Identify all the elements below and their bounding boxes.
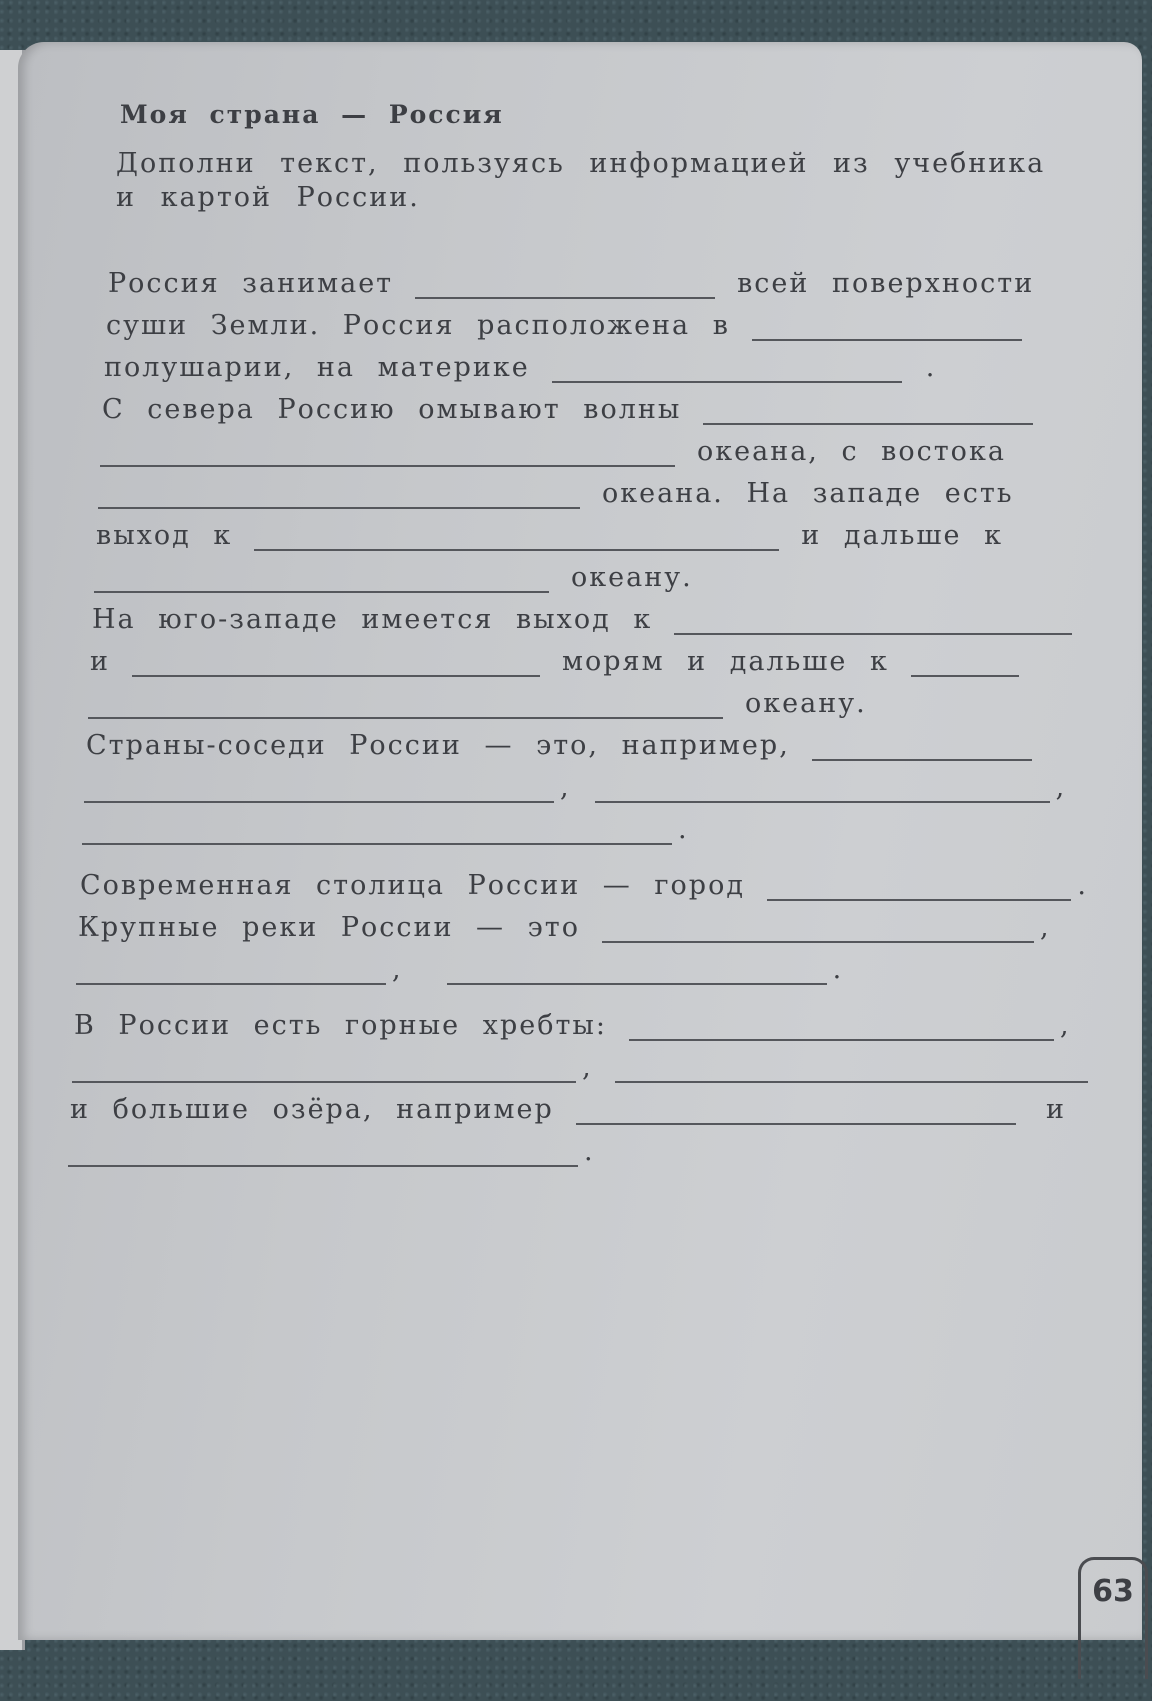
line-15: Современная столица России — город . xyxy=(80,870,1088,901)
line-3: полушарии, на материке . xyxy=(104,352,937,383)
line-6: океана. На западе есть xyxy=(68,467,1088,509)
blank-mountain-1[interactable] xyxy=(629,1009,1054,1041)
exercise-instruction: Дополни текст, пользуясь информацией из учебника и картой России. xyxy=(116,148,1046,213)
blank-mountain-3[interactable] xyxy=(615,1051,1088,1083)
blank-southwest-ocean-2[interactable] xyxy=(88,687,723,719)
blank-river-3[interactable] xyxy=(447,953,827,985)
blank-southwest-ocean-1[interactable] xyxy=(911,645,1019,677)
line-14: . xyxy=(68,803,1088,845)
line-5: океана, с востока xyxy=(68,425,1088,467)
page-number: 63 xyxy=(1078,1557,1148,1679)
line-11: океану. xyxy=(68,677,1088,719)
line-19: , xyxy=(68,1041,1088,1083)
line-7: выход к и дальше к xyxy=(96,520,1003,551)
blank-river-2[interactable] xyxy=(76,953,386,985)
blank-southwest-sea-1[interactable] xyxy=(674,603,1072,635)
blank-east-ocean[interactable] xyxy=(98,477,580,509)
line-9: На юго-западе имеется выход к xyxy=(68,593,1088,635)
line-18: В России есть горные хребты: , xyxy=(74,1010,1071,1041)
workbook-page xyxy=(18,42,1142,1640)
exercise-title: Моя страна — Россия xyxy=(120,100,504,129)
blank-west-ocean[interactable] xyxy=(94,561,549,593)
blank-west-sea[interactable] xyxy=(254,519,779,551)
line-16: Крупные реки России — это , xyxy=(78,912,1051,943)
line-2: суши Земли. Россия расположена в xyxy=(68,299,1088,341)
line-21: . xyxy=(68,1125,1088,1167)
line-10: и морям и дальше к xyxy=(68,635,1088,677)
blank-neighbor-2[interactable] xyxy=(84,771,554,803)
blank-neighbor-4[interactable] xyxy=(82,813,672,845)
blank-southwest-sea-2[interactable] xyxy=(132,645,540,677)
blank-mountain-2[interactable] xyxy=(72,1051,576,1083)
blank-capital[interactable] xyxy=(767,869,1071,901)
blank-lake-2[interactable] xyxy=(68,1135,578,1167)
blank-river-1[interactable] xyxy=(602,911,1034,943)
line-8: океану. xyxy=(68,551,1088,593)
blank-neighbor-3[interactable] xyxy=(595,771,1050,803)
line-20: и большие озёра, например и xyxy=(70,1094,1066,1125)
line-17: , . xyxy=(68,943,1088,985)
blank-neighbor-1[interactable] xyxy=(812,729,1032,761)
line-13: , , xyxy=(68,761,1088,803)
line-12: Страны-соседи России — это, например, xyxy=(68,719,1088,761)
blank-lake-1[interactable] xyxy=(576,1093,1016,1125)
blank-continent[interactable] xyxy=(552,351,902,383)
blank-hemisphere[interactable] xyxy=(752,309,1022,341)
blank-area-share[interactable] xyxy=(415,267,715,299)
exercise xyxy=(68,100,1088,1167)
blank-north-ocean-1[interactable] xyxy=(703,393,1033,425)
line-1: Россия занимает всей поверхности xyxy=(108,268,1035,299)
blank-north-ocean-2[interactable] xyxy=(100,435,675,467)
line-4: С севера Россию омывают волны xyxy=(68,383,1088,425)
